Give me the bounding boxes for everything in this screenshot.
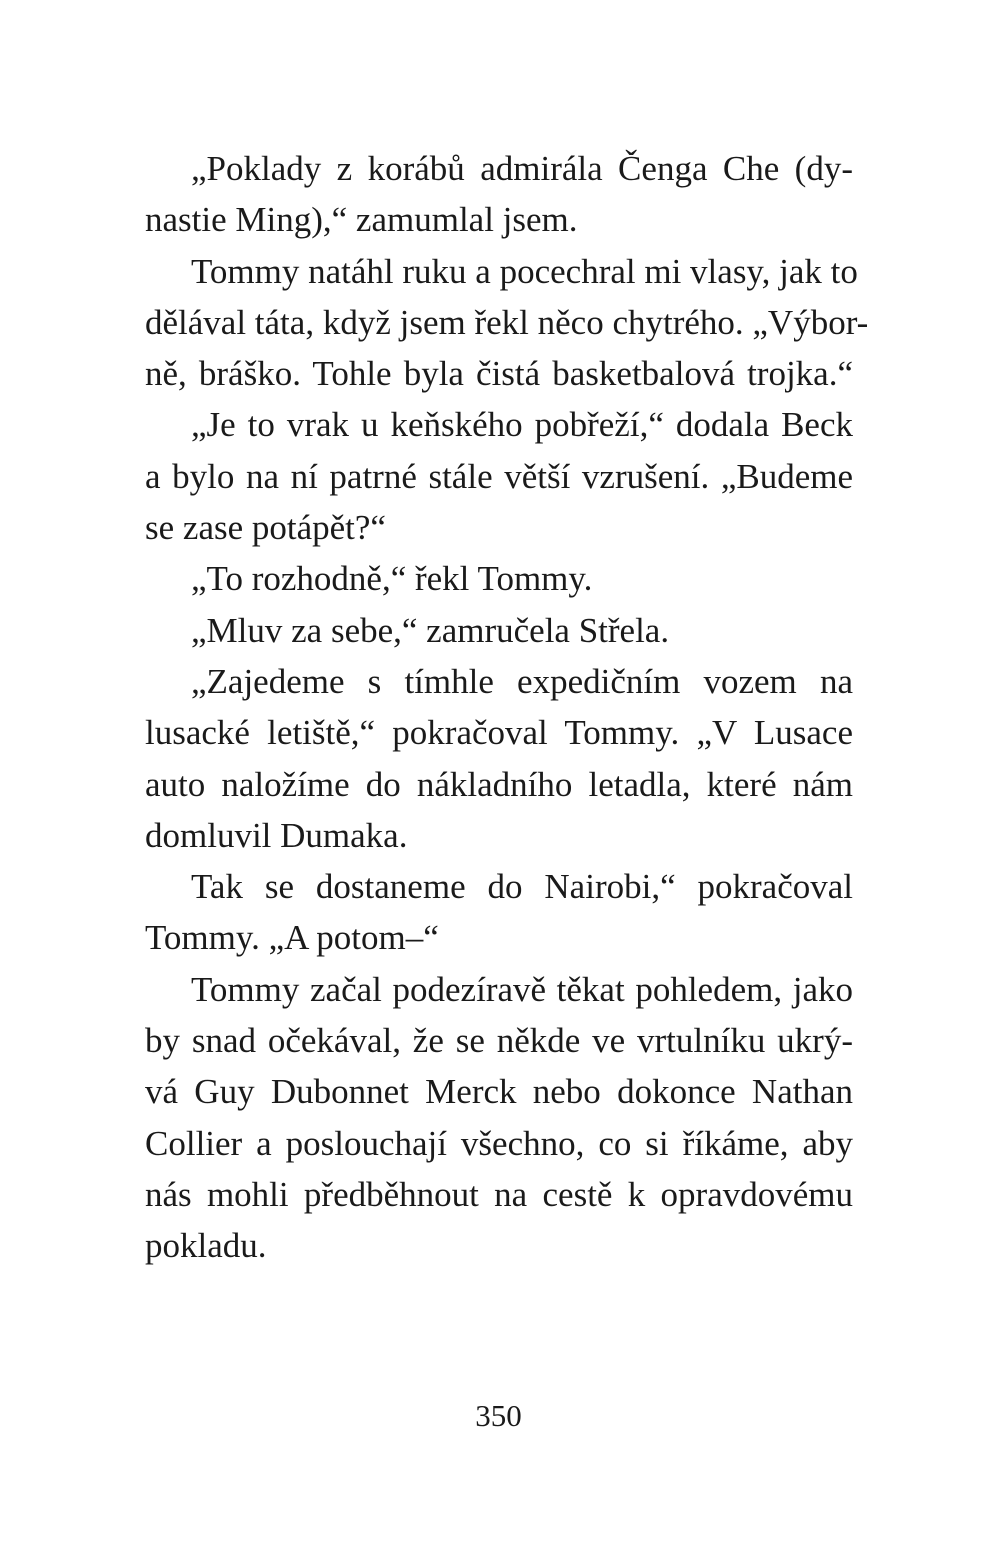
text-line: Tommy natáhl ruku a pocechral mi vlasy, jak to — [191, 251, 858, 291]
text-line: pokladu. — [145, 1226, 267, 1266]
text-line: lusacké letiště,“ pokračoval Tommy. „V Lusace — [145, 713, 853, 753]
text-line: „Zajedeme s tímhle expedičním vozem na — [191, 661, 853, 701]
text-line: „Poklady z korábů admirála Čenga Che (dy- — [191, 149, 853, 188]
text-line: nastie Ming),“ zamumlal jsem. — [145, 200, 578, 240]
text-line: „Mluv za sebe,“ zamručela Střela. — [191, 610, 670, 650]
text-line: Tommy. „A potom–“ — [145, 918, 439, 958]
text-line: „To rozhodně,“ řekl Tommy. — [191, 559, 593, 599]
text-line: se zase potápět?“ — [145, 508, 386, 548]
text-line: a bylo na ní patrné stále větší vzrušení. „Budeme — [145, 456, 853, 496]
text-line: dělával táta, když jsem řekl něco chytrého. „Výbor- — [145, 302, 869, 342]
text-line: Tommy začal podezíravě těkat pohledem, jako — [191, 969, 853, 1009]
body-text — [145, 143, 869, 1272]
text-line: Tak se dostaneme do Nairobi,“ pokračoval — [191, 867, 853, 907]
text-line: by snad očekával, že se někde ve vrtulníku ukrý- — [145, 1021, 853, 1061]
text-line: nás mohli předběhnout na cestě k opravdovému — [145, 1174, 853, 1214]
text-line: Collier a poslouchají všechno, co si říkáme, aby — [145, 1123, 853, 1163]
page-number: 350 — [475, 1398, 522, 1433]
text-line: „Je to vrak u keňského pobřeží,“ dodala Beck — [191, 405, 853, 445]
text-line: domluvil Dumaka. — [145, 815, 408, 855]
text-line: auto naložíme do nákladního letadla, které nám — [145, 764, 853, 804]
text-line: vá Guy Dubonnet Merck nebo dokonce Nathan — [145, 1072, 853, 1112]
text-line: ně, bráško. Tohle byla čistá basketbalová trojka.“ — [145, 354, 853, 394]
